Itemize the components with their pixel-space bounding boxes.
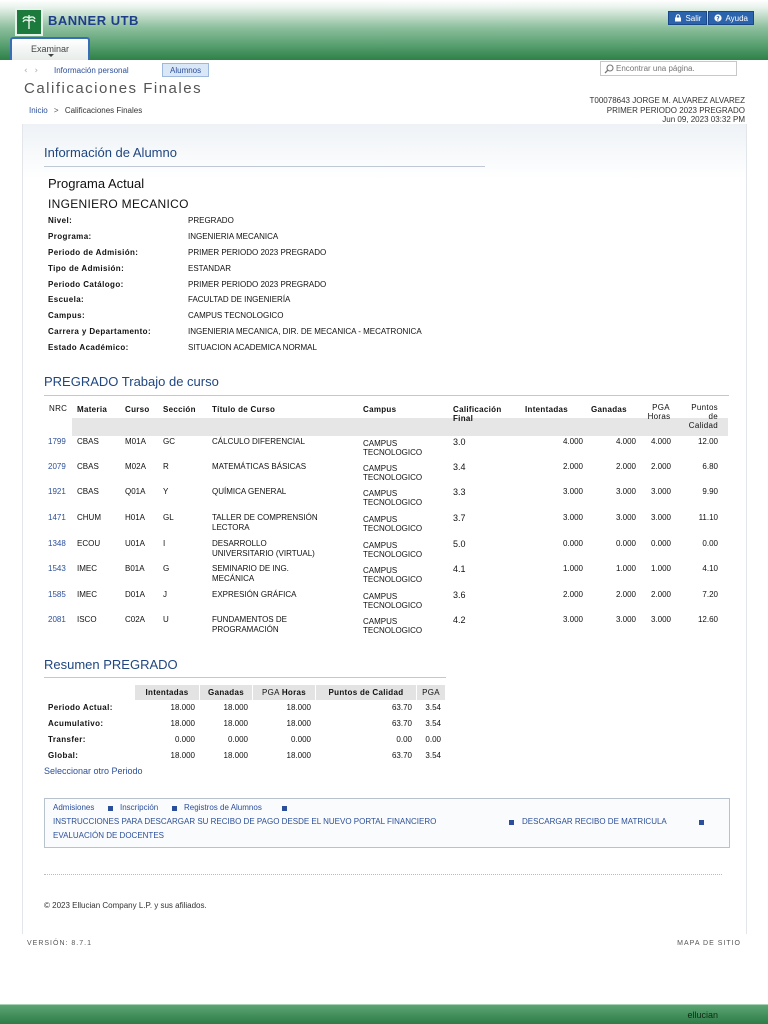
- subject: CBAS: [77, 462, 99, 471]
- campus-2: TECNOLOGICO: [363, 550, 423, 559]
- earned: 18.000: [223, 719, 248, 728]
- related-links: [44, 798, 730, 848]
- attempted: 2.000: [562, 462, 583, 471]
- section-divider: [44, 395, 729, 396]
- svg-text:?: ?: [716, 15, 721, 22]
- copyright: © 2023 Ellucian Company L.P. y sus afiliados.: [44, 901, 207, 910]
- bullet-icon: [509, 820, 514, 825]
- attempted: 0.000: [562, 539, 583, 548]
- campus: CAMPUS: [363, 464, 398, 473]
- final-grade: 5.0: [453, 539, 466, 549]
- tab-students[interactable]: Alumnos: [162, 63, 209, 77]
- col-earned: Ganadas: [200, 685, 252, 700]
- final-grade: 4.2: [453, 615, 466, 625]
- footer-divider: [44, 874, 722, 875]
- summary-row-cumulative: [44, 719, 454, 734]
- earned: 3.000: [615, 615, 636, 624]
- link-student-records[interactable]: Registros de Alumnos: [184, 803, 262, 812]
- coursework-title: PREGRADO Trabajo de curso: [44, 374, 219, 389]
- course-title-2: LECTORA: [212, 523, 250, 532]
- ellucian-logo: ellucian: [687, 1010, 718, 1020]
- summary-row-current: [44, 703, 454, 718]
- col-gpa-hours-2: Horas: [647, 412, 671, 421]
- quality-points: 63.70: [391, 719, 412, 728]
- col-gpa: PGA: [417, 685, 445, 700]
- nrc-link[interactable]: 2081: [48, 615, 66, 624]
- course-title: FUNDAMENTOS DE: [212, 615, 287, 624]
- section: J: [163, 590, 167, 599]
- nrc-link[interactable]: 1543: [48, 564, 66, 573]
- final-grade: 3.3: [453, 487, 466, 497]
- earned: 1.000: [615, 564, 636, 573]
- campus: CAMPUS: [363, 489, 398, 498]
- final-grade: 3.4: [453, 462, 466, 472]
- row-label: Acumulativo:: [48, 719, 104, 728]
- course: M02A: [125, 462, 146, 471]
- breadcrumb: [29, 106, 142, 115]
- earned: 0.000: [615, 539, 636, 548]
- course: D01A: [125, 590, 146, 599]
- nrc-link[interactable]: 1799: [48, 437, 66, 446]
- col-earned: Ganadas: [591, 405, 627, 414]
- table-row: [44, 462, 728, 487]
- gpa-hours: 18.000: [286, 751, 311, 760]
- campus-2: TECNOLOGICO: [363, 473, 423, 482]
- col-course: Curso: [125, 405, 150, 414]
- earned: 2.000: [615, 462, 636, 471]
- campus: CAMPUS: [363, 439, 398, 448]
- quality-points: 12.60: [697, 615, 718, 624]
- attempted: 1.000: [562, 564, 583, 573]
- table-row: [44, 487, 728, 512]
- summary-title: Resumen PREGRADO: [44, 657, 178, 672]
- browse-button[interactable]: [10, 37, 90, 60]
- bullet-icon: [172, 806, 177, 811]
- student-info-title: Información de Alumno: [44, 145, 177, 160]
- earned: 2.000: [615, 590, 636, 599]
- course: H01A: [125, 513, 146, 522]
- attempted: 3.000: [562, 615, 583, 624]
- table-row: [44, 539, 728, 564]
- course: Q01A: [125, 487, 146, 496]
- gpa-hours: 0.000: [650, 539, 671, 548]
- section: Y: [163, 487, 169, 496]
- browse-label: Examinar: [30, 44, 69, 54]
- link-payment-instructions[interactable]: INSTRUCCIONES PARA DESCARGAR SU RECIBO DE PAGO DESDE EL NUEVO PORTAL FINANCIERO: [53, 817, 437, 826]
- quality-points: 63.70: [391, 751, 412, 760]
- lock-icon: [674, 14, 682, 22]
- final-grade: 3.0: [453, 437, 466, 447]
- gpa-hours: 2.000: [650, 462, 671, 471]
- info-value: PREGRADO: [188, 216, 234, 225]
- col-quality-points: Puntos de Calidad: [316, 685, 416, 700]
- quality-points: 6.80: [702, 462, 718, 471]
- row-label: Periodo Actual:: [48, 703, 113, 712]
- col-quality-points: Puntos: [691, 403, 718, 412]
- col-final-grade: Calificación: [453, 405, 502, 414]
- table-row: [44, 564, 728, 589]
- course-title: SEMINARIO DE ING.: [212, 564, 289, 573]
- col-nrc: NRC: [49, 404, 68, 413]
- quality-points: 0.00: [396, 735, 412, 744]
- gpa-hours: 4.000: [650, 437, 671, 446]
- quality-points: 9.90: [702, 487, 718, 496]
- col-gpa-hours-hours: Horas: [281, 688, 307, 697]
- earned: 3.000: [615, 487, 636, 496]
- gpa-hours: 1.000: [650, 564, 671, 573]
- help-label: Ayuda: [725, 13, 748, 23]
- gpa: 3.54: [425, 751, 441, 760]
- breadcrumb-current: Calificaciones Finales: [64, 106, 143, 115]
- info-key: Carrera y Departamento:: [48, 327, 152, 336]
- quality-points: 7.20: [702, 590, 718, 599]
- bullet-icon: [282, 806, 287, 811]
- student-id-info: [590, 96, 745, 125]
- course: U01A: [125, 539, 146, 548]
- attempted: 2.000: [562, 590, 583, 599]
- col-final-grade-2: Final: [453, 414, 474, 423]
- course: C02A: [125, 615, 146, 624]
- attempted: 18.000: [170, 751, 195, 760]
- table-header-bar: [72, 418, 728, 436]
- attempted: 4.000: [562, 437, 583, 446]
- table-row: [44, 513, 728, 538]
- quality-points: 11.10: [698, 513, 718, 522]
- course-title: MATEMÁTICAS BÁSICAS: [212, 462, 307, 471]
- earned: 3.000: [615, 513, 636, 522]
- app-header: [0, 0, 768, 60]
- gpa-hours: 0.000: [290, 735, 311, 744]
- gpa-hours: 18.000: [286, 703, 311, 712]
- quality-points: 4.10: [702, 564, 718, 573]
- gpa: 3.54: [425, 703, 441, 712]
- course: M01A: [125, 437, 146, 446]
- col-quality-points-3: Calidad: [688, 421, 718, 430]
- attempted: 3.000: [562, 513, 583, 522]
- info-key: Campus:: [48, 311, 86, 320]
- col-title: Título de Curso: [212, 405, 276, 414]
- gpa: 3.54: [425, 719, 441, 728]
- subject: CBAS: [77, 487, 99, 496]
- search-input[interactable]: [616, 63, 734, 74]
- info-value: CAMPUS TECNOLOGICO: [188, 311, 284, 320]
- link-teacher-evaluation[interactable]: EVALUACIÓN DE DOCENTES: [53, 831, 164, 840]
- section-divider: [44, 677, 446, 678]
- info-key: Estado Académico:: [48, 343, 129, 352]
- info-value: PRIMER PERIODO 2023 PREGRADO: [188, 248, 327, 257]
- nrc-link[interactable]: 1471: [48, 513, 66, 522]
- section: R: [163, 462, 169, 471]
- gpa-hours: 3.000: [650, 615, 671, 624]
- info-value: ESTANDAR: [188, 264, 231, 273]
- gpa-hours: 2.000: [650, 590, 671, 599]
- section: G: [163, 564, 170, 573]
- campus: CAMPUS: [363, 515, 398, 524]
- exit-button[interactable]: [668, 11, 707, 25]
- col-gpa-hours: [253, 685, 315, 700]
- final-grade: 3.6: [453, 590, 466, 600]
- program-label: Programa Actual: [48, 176, 145, 191]
- gpa-hours: 3.000: [650, 487, 671, 496]
- course-title: DESARROLLO: [212, 539, 267, 548]
- final-grade: 4.1: [453, 564, 466, 574]
- course-title: CÁLCULO DIFERENCIAL: [212, 437, 305, 446]
- subject: ISCO: [77, 615, 97, 624]
- period-line: PRIMER PERIODO 2023 PREGRADO: [606, 105, 745, 115]
- final-grade: 3.7: [453, 513, 466, 523]
- campus-2: TECNOLOGICO: [363, 524, 423, 533]
- gpa: 0.00: [425, 735, 441, 744]
- top-buttons: [668, 11, 754, 25]
- info-value: FACULTAD DE INGENIERÍA: [188, 295, 291, 304]
- app-brand[interactable]: BANNER UTB: [48, 13, 139, 28]
- quality-points: 0.00: [702, 539, 718, 548]
- campus: CAMPUS: [363, 617, 398, 626]
- earned: 18.000: [223, 751, 248, 760]
- table-row: [44, 437, 728, 462]
- course-title: TALLER DE COMPRENSIÓN: [212, 513, 318, 522]
- menu-bar: [0, 60, 768, 80]
- campus: CAMPUS: [363, 566, 398, 575]
- summary-row-global: [44, 751, 454, 766]
- campus-2: TECNOLOGICO: [363, 448, 423, 457]
- info-key: Tipo de Admisión:: [48, 264, 125, 273]
- course-title: EXPRESIÓN GRÁFICA: [212, 590, 297, 599]
- subject: IMEC: [77, 564, 97, 573]
- col-section: Sección: [163, 405, 196, 414]
- subject: IMEC: [77, 590, 97, 599]
- section: I: [163, 539, 166, 548]
- info-value: PRIMER PERIODO 2023 PREGRADO: [188, 280, 327, 289]
- breadcrumb-separator: >: [53, 106, 59, 115]
- attempted: 18.000: [170, 703, 195, 712]
- campus-2: TECNOLOGICO: [363, 498, 423, 507]
- date-line: Jun 09, 2023 03:32 PM: [662, 115, 745, 124]
- banner-logo-icon[interactable]: [15, 8, 43, 36]
- table-row: [44, 615, 728, 640]
- campus-2: TECNOLOGICO: [363, 626, 423, 635]
- col-campus: Campus: [363, 405, 397, 414]
- info-key: Periodo Catálogo:: [48, 280, 124, 289]
- campus-2: TECNOLOGICO: [363, 601, 423, 610]
- section-divider: [44, 166, 485, 167]
- nrc-link[interactable]: 2079: [48, 462, 66, 471]
- program-value: INGENIERO MECANICO: [48, 197, 189, 211]
- link-admissions[interactable]: Admisiones: [53, 803, 95, 812]
- col-subject: Materia: [77, 405, 108, 414]
- info-value: SITUACION ACADEMICA NORMAL: [188, 343, 317, 352]
- info-key: Nivel:: [48, 216, 73, 225]
- footer-bar: [0, 1004, 768, 1024]
- subject: ECOU: [77, 539, 101, 548]
- search-icon: [604, 64, 614, 74]
- table-row: [44, 590, 728, 615]
- subject: CHUM: [77, 513, 101, 522]
- section: GC: [163, 437, 175, 446]
- earned: 4.000: [615, 437, 636, 446]
- campus: CAMPUS: [363, 541, 398, 550]
- col-attempted: Intentadas: [135, 685, 199, 700]
- course-title-2: MECÁNICA: [212, 574, 255, 583]
- help-button[interactable]: [708, 11, 754, 25]
- attempted: 0.000: [174, 735, 195, 744]
- link-download-receipt[interactable]: DESCARGAR RECIBO DE MATRICULA: [522, 817, 667, 826]
- student-id-line: T00078643 JORGE M. ALVAREZ ALVAREZ: [589, 96, 745, 105]
- col-gpa-hours-pga: PGA: [261, 688, 280, 697]
- attempted: 3.000: [562, 487, 583, 496]
- info-key: Escuela:: [48, 295, 85, 304]
- info-value: INGENIERIA MECANICA: [188, 232, 279, 241]
- select-other-period-link[interactable]: Seleccionar otro Periodo: [44, 766, 143, 776]
- caret-down-icon: [48, 54, 54, 57]
- earned: 18.000: [223, 703, 248, 712]
- page-title: Calificaciones Finales: [24, 80, 203, 97]
- info-key: Periodo de Admisión:: [48, 248, 139, 257]
- link-registration[interactable]: Inscripción: [120, 803, 159, 812]
- version-label: VERSIÓN: 8.7.1: [27, 940, 92, 947]
- section: GL: [163, 513, 174, 522]
- nrc-link[interactable]: 1585: [48, 590, 66, 599]
- page-search[interactable]: [600, 61, 737, 76]
- col-attempted: Intentadas: [525, 405, 569, 414]
- campus-2: TECNOLOGICO: [363, 575, 423, 584]
- course-title-2: UNIVERSITARIO (VIRTUAL): [212, 549, 315, 558]
- row-label: Global:: [48, 751, 79, 760]
- course-title-2: PROGRAMACIÓN: [212, 625, 279, 634]
- row-label: Transfer:: [48, 735, 86, 744]
- quality-points: 63.70: [391, 703, 412, 712]
- info-key: Programa:: [48, 232, 92, 241]
- info-value: INGENIERIA MECANICA, DIR. DE MECANICA - MECATRONICA: [188, 327, 422, 336]
- course: B01A: [125, 564, 145, 573]
- gpa-hours: 3.000: [650, 513, 671, 522]
- exit-label: Salir: [685, 13, 702, 23]
- campus: CAMPUS: [363, 592, 398, 601]
- breadcrumb-home[interactable]: Inicio: [29, 106, 48, 115]
- quality-points: 12.00: [697, 437, 718, 446]
- gpa-hours: 18.000: [286, 719, 311, 728]
- earned: 0.000: [227, 735, 248, 744]
- tab-personal-info[interactable]: Información personal: [54, 66, 129, 75]
- sitemap-link[interactable]: MAPA DE SITIO: [677, 940, 741, 947]
- course-title: QUÍMICA GENERAL: [212, 487, 287, 496]
- nrc-link[interactable]: 1921: [48, 487, 66, 496]
- section: U: [163, 615, 169, 624]
- bullet-icon: [108, 806, 113, 811]
- nrc-link[interactable]: 1348: [48, 539, 66, 548]
- bullet-icon: [699, 820, 704, 825]
- summary-row-transfer: [44, 735, 454, 750]
- attempted: 18.000: [170, 719, 195, 728]
- col-gpa-hours: PGA: [652, 403, 670, 412]
- subject: CBAS: [77, 437, 99, 446]
- col-quality-points-2: de: [708, 412, 718, 421]
- history-arrows-icon[interactable]: ‹ ›: [24, 66, 41, 76]
- help-icon: [714, 14, 722, 22]
